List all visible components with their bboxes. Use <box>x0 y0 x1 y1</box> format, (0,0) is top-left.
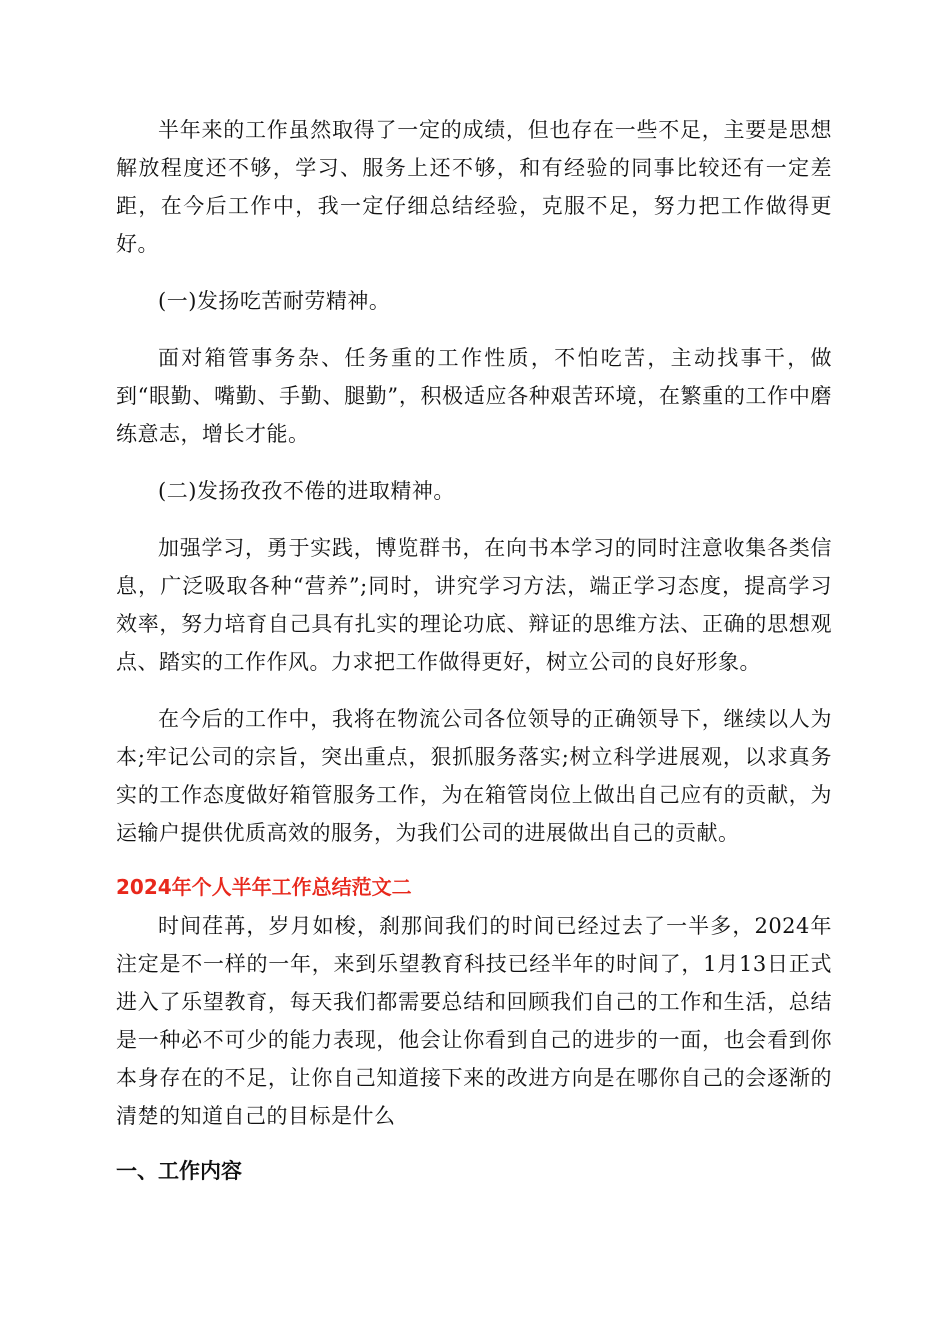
section-heading-work-content: 一、工作内容 <box>116 1159 242 1183</box>
subheading-enterprising-spirit: (二)发扬孜孜不倦的进取精神。 <box>158 479 455 503</box>
subheading-hardworking-spirit: (一)发扬吃苦耐劳精神。 <box>158 289 391 313</box>
paragraph-learning: 加强学习，勇于实践，博览群书，在向书本学习的同时注意收集各类信息，广泛吸取各种“营养”;同时，讲究学习方法，端正学习态度，提高学习效率，努力培育自己具有扎实的理论功底、辩证的思维方法、正确的思想观点、踏实的工作作风。力求把工作做得更好，树立公司的良好形象。 <box>116 536 832 674</box>
article-two-heading: 2024年个人半年工作总结范文二 <box>116 875 412 899</box>
paragraph-future-work: 在今后的工作中，我将在物流公司各位领导的正确领导下，继续以人为本;牢记公司的宗旨，突出重点，狠抓服务落实;树立科学进展观，以求真务实的工作态度做好箱管服务工作，为在箱管岗位上做出自己应有的贡献，为运输户提供优质高效的服务，为我们公司的进展做出自己的贡献。 <box>116 707 832 845</box>
paragraph-hardworking: 面对箱管事务杂、任务重的工作性质，不怕吃苦，主动找事干，做到“眼勤、嘴勤、手勤、腿勤”，积极适应各种艰苦环境，在繁重的工作中磨练意志，增长才能。 <box>116 346 832 446</box>
document-body <box>116 111 832 1188</box>
paragraph-shortcomings: 半年来的工作虽然取得了一定的成绩，但也存在一些不足，主要是思想解放程度还不够，学习、服务上还不够，和有经验的同事比较还有一定差距，在今后工作中，我一定仔细总结经验，克服不足，努力把工作做得更好。 <box>116 118 832 256</box>
paragraph-intro-article-two: 时间荏苒，岁月如梭，刹那间我们的时间已经过去了一半多，2024年注定是不一样的一年，来到乐望教育科技已经半年的时间了，1月13日正式进入了乐望教育，每天我们都需要总结和回顾我们自己的工作和生活，总结是一种必不可少的能力表现，他会让你看到自己的进步的一面，也会看到你本身存在的不足，让你自己知道接下来的改进方向是在哪你自己的会逐渐的清楚的知道自己的目标是什么 <box>116 914 832 1128</box>
